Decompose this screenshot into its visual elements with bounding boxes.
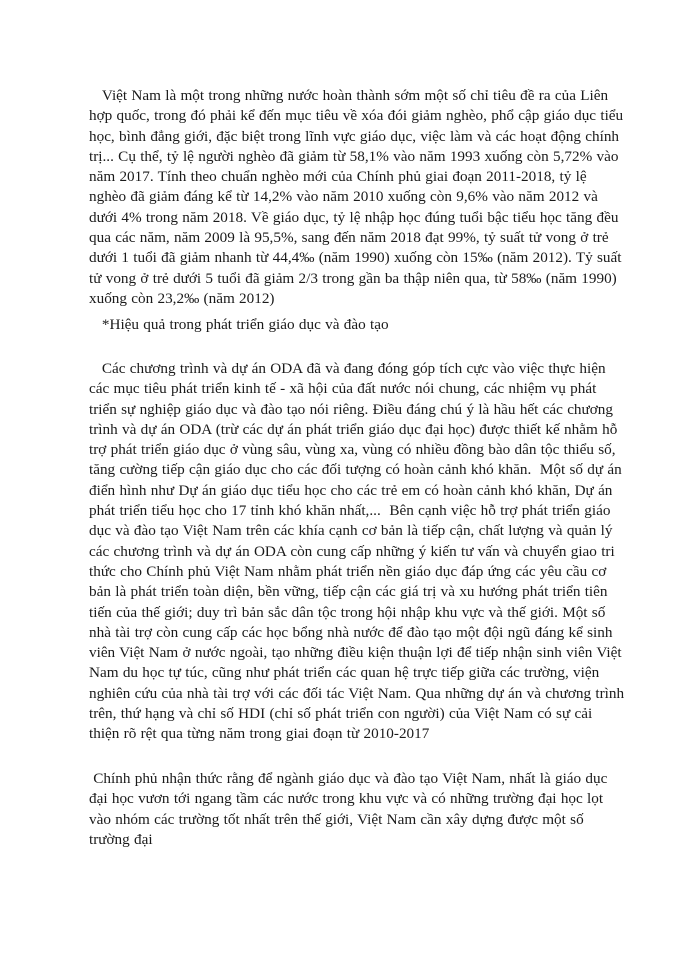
paragraph-poverty-education-stats: Việt Nam là một trong những nước hoàn thành sớm một số chỉ tiêu đề ra của Liên hợp quốc, trong đó phải kể đến mục tiêu về xóa đói giảm nghèo, phổ cập giáo dục tiểu học, bình đẳng giới, đặc biệt trong lĩnh vực giáo dục, việc làm và các hoạt động chính trị... Cụ thể, tỷ lệ người nghèo đã giảm từ 58,1% vào năm 1993 xuống còn 5,72% vào năm 2017. Tính theo chuẩn nghèo mới của Chính phủ giai đoạn 2011-2018, tỷ lệ nghèo đã giảm đáng kể từ 14,2% vào năm 2010 xuống còn 9,6% vào năm 2012 và dưới 4% trong năm 2018. Về giáo dục, tỷ lệ nhập học đúng tuổi bậc tiểu học tăng đều qua các năm, năm 2009 là 95,5%, sang đến năm 2018 đạt 99%, tỷ suất tử vong ở trẻ dưới 1 tuổi đã giảm nhanh từ 44,4‰ (năm 1990) xuống còn 15‰ (năm 2012). Tỷ suất tử vong ở trẻ dưới 5 tuổi đã giảm 2/3 trong gần ba thập niên qua, từ 58‰ (năm 1990) xuống còn 23,2‰ (năm 2012): [89, 87, 628, 307]
section-heading: *Hiệu quả trong phát triển giáo dục và đào tạo: [89, 316, 389, 333]
paragraph-government-universities: Chính phủ nhận thức rằng để ngành giáo dục và đào tạo Việt Nam, nhất là giáo dục đại học vươn tới ngang tầm các nước trong khu vực và có những trường đại học lọt vào nhóm các trường tốt nhất trên thế giới, Việt Nam cần xây dựng được một số trường đại: [89, 770, 612, 848]
paragraph-oda-education: Các chương trình và dự án ODA đã và đang đóng góp tích cực vào việc thực hiện các mục tiêu phát triển kinh tế - xã hội của đất nước nói chung, các nhiệm vụ phát triển sự nghiệp giáo dục và đào tạo nói riêng. Điều đáng chú ý là hầu hết các chương trình và dự án ODA (trừ các dự án phát triển giáo dục đại học) được thiết kế nhằm hỗ trợ phát triển giáo dục ở vùng sâu, vùng xa, vùng có nhiều đồng bào dân tộc thiểu số, tăng cường tiếp cận giáo dục cho các đối tượng có hoàn cảnh khó khăn. Một số dự án điển hình như Dự án giáo dục tiểu học cho các trẻ em có hoàn cảnh khó khăn, Dự án phát triển tiểu học cho 17 tỉnh khó khăn nhất,... Bên cạnh việc hỗ trợ phát triển giáo dục và đào tạo Việt Nam trên các khía cạnh cơ bản là tiếp cận, chất lượng và quản lý các chương trình và dự án ODA còn cung cấp những ý kiến tư vấn và chuyển giao tri thức cho Chính phủ Việt Nam nhằm phát triển nền giáo dục đáp ứng các yêu cầu cơ bản là phát triển toàn diện, bền vững, tiếp cận các giá trị và xu hướng phát triển tiên tiến của thế giới; duy trì bản sắc dân tộc trong hội nhập khu vực và thế giới. Một số nhà tài trợ còn cung cấp các học bổng nhà nước để đào tạo một đội ngũ đáng kể sinh viên Việt Nam ở nước ngoài, tạo những điều kiện thuận lợi để tiếp nhận sinh viên Việt Nam du học tự túc, cũng như phát triển các quan hệ trực tiếp giữa các trường, viện nghiên cứu của nhà tài trợ với các đối tác Việt Nam. Qua những dự án và chương trình trên, thứ hạng và chỉ số HDI (chỉ số phát triển con người) của Việt Nam có sự cải thiện rõ rệt qua từng năm trong giai đoạn từ 2010-2017: [89, 360, 629, 743]
